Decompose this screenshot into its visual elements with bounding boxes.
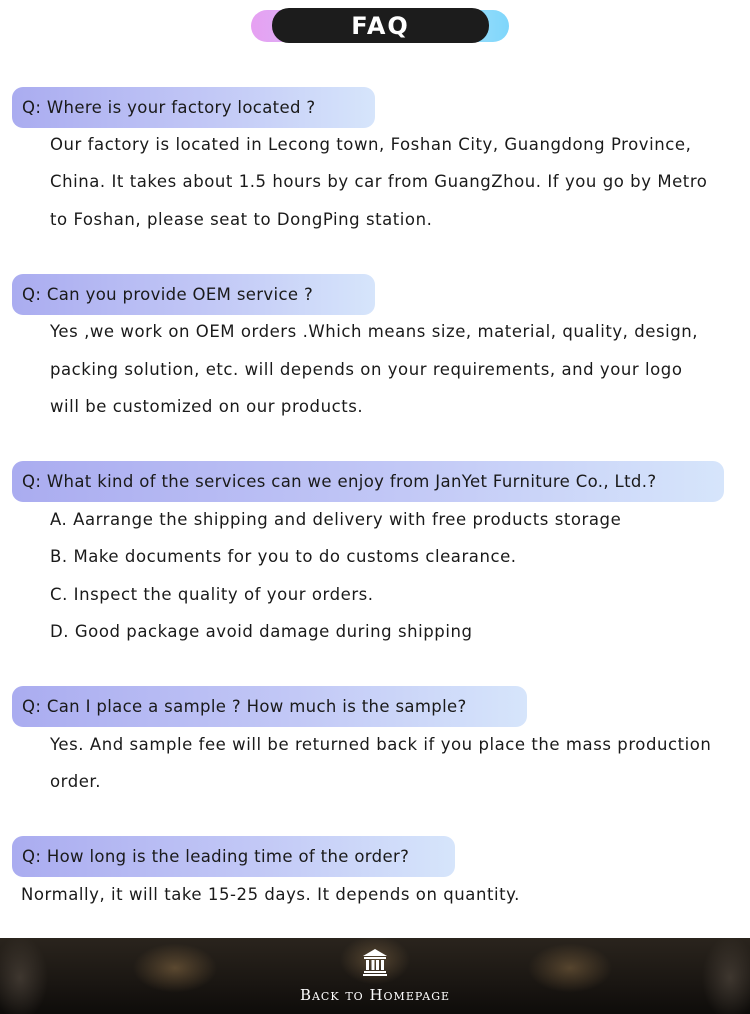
answer-line: order.: [50, 772, 102, 791]
footer-banner: [0, 938, 750, 1014]
museum-icon: [362, 948, 388, 976]
back-to-homepage-label: Back to Homepage: [299, 986, 451, 1004]
faq-header: [251, 8, 509, 43]
answer-line: China. It takes about 1.5 hours by car from GuangZhou. If you go by Metro: [50, 172, 708, 191]
faq-title-pill: [272, 8, 489, 43]
question-text: Q: How long is the leading time of the order?: [22, 847, 410, 866]
answer-line: A. Aarrange the shipping and delivery with free products storage: [50, 510, 622, 529]
question-text: Q: Where is your factory located ?: [22, 98, 316, 117]
faq-question: [12, 87, 375, 128]
answer-line: Normally, it will take 15-25 days. It depends on quantity.: [21, 885, 520, 904]
answer-line: B. Make documents for you to do customs clearance.: [50, 547, 517, 566]
faq-question: [12, 461, 724, 502]
answer-line: C. Inspect the quality of your orders.: [50, 585, 374, 604]
page-title: FAQ: [351, 11, 410, 40]
faq-question: [12, 686, 527, 727]
faq-question: [12, 274, 375, 315]
question-text: Q: Can you provide OEM service ?: [22, 285, 314, 304]
question-text: Q: Can I place a sample ? How much is the sample?: [22, 697, 467, 716]
faq-question: [12, 836, 455, 877]
question-text: Q: What kind of the services can we enjoy from JanYet Furniture Co., Ltd.?: [22, 472, 657, 491]
answer-line: D. Good package avoid damage during shipping: [50, 622, 473, 641]
answer-line: to Foshan, please seat to DongPing station.: [50, 210, 433, 229]
back-to-homepage-link[interactable]: [250, 948, 500, 1010]
answer-line: Yes ,we work on OEM orders .Which means size, material, quality, design,: [50, 322, 699, 341]
answer-line: Yes. And sample fee will be returned back if you place the mass production: [50, 735, 712, 754]
answer-line: will be customized on our products.: [50, 397, 364, 416]
answer-line: packing solution, etc. will depends on your requirements, and your logo: [50, 360, 683, 379]
answer-line: Our factory is located in Lecong town, Foshan City, Guangdong Province,: [50, 135, 692, 154]
